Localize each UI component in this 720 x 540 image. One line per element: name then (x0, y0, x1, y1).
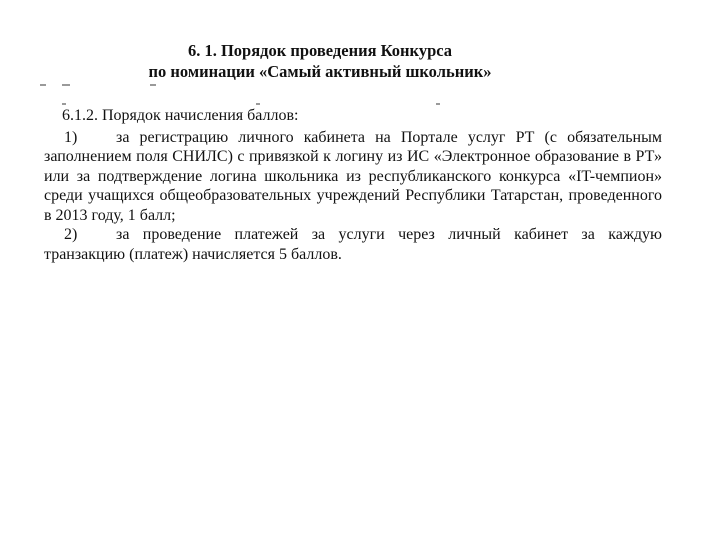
page-title (0, 40, 640, 82)
document-body (44, 106, 662, 264)
list-item-number: 1) (64, 128, 78, 146)
list-item (44, 128, 662, 226)
section-subheading: 6.1.2. Порядок начисления баллов: (62, 107, 299, 124)
list-item-text: за проведение платежей за услуги через личный кабинет за каждую транзакцию (платеж) начисляется 5 баллов. (44, 226, 662, 263)
scan-artifact (150, 84, 156, 86)
scan-artifact (62, 84, 70, 86)
scan-artifact (40, 84, 46, 86)
list-item (44, 225, 662, 264)
title-line-2: по номинации «Самый активный школьник» (148, 62, 492, 81)
scan-artifact (256, 103, 260, 105)
scan-artifact (436, 103, 440, 105)
list-item-number: 2) (64, 226, 78, 243)
title-line-1: 6. 1. Порядок проведения Конкурса (187, 41, 453, 60)
scan-artifact (62, 103, 66, 105)
list-item-text: за регистрацию личного кабинета на Портале услуг РТ (с обязательным заполнением поля СНИЛС) с привязкой к логину из ИС «Электронное образование в РТ» или за подтверждение логина школьника из республиканского конкурса «IT-чемпион» среди учащихся общеобразовательных учреждений Республики Татарстан, проведенного в 2013 году, 1 балл; (44, 128, 662, 224)
